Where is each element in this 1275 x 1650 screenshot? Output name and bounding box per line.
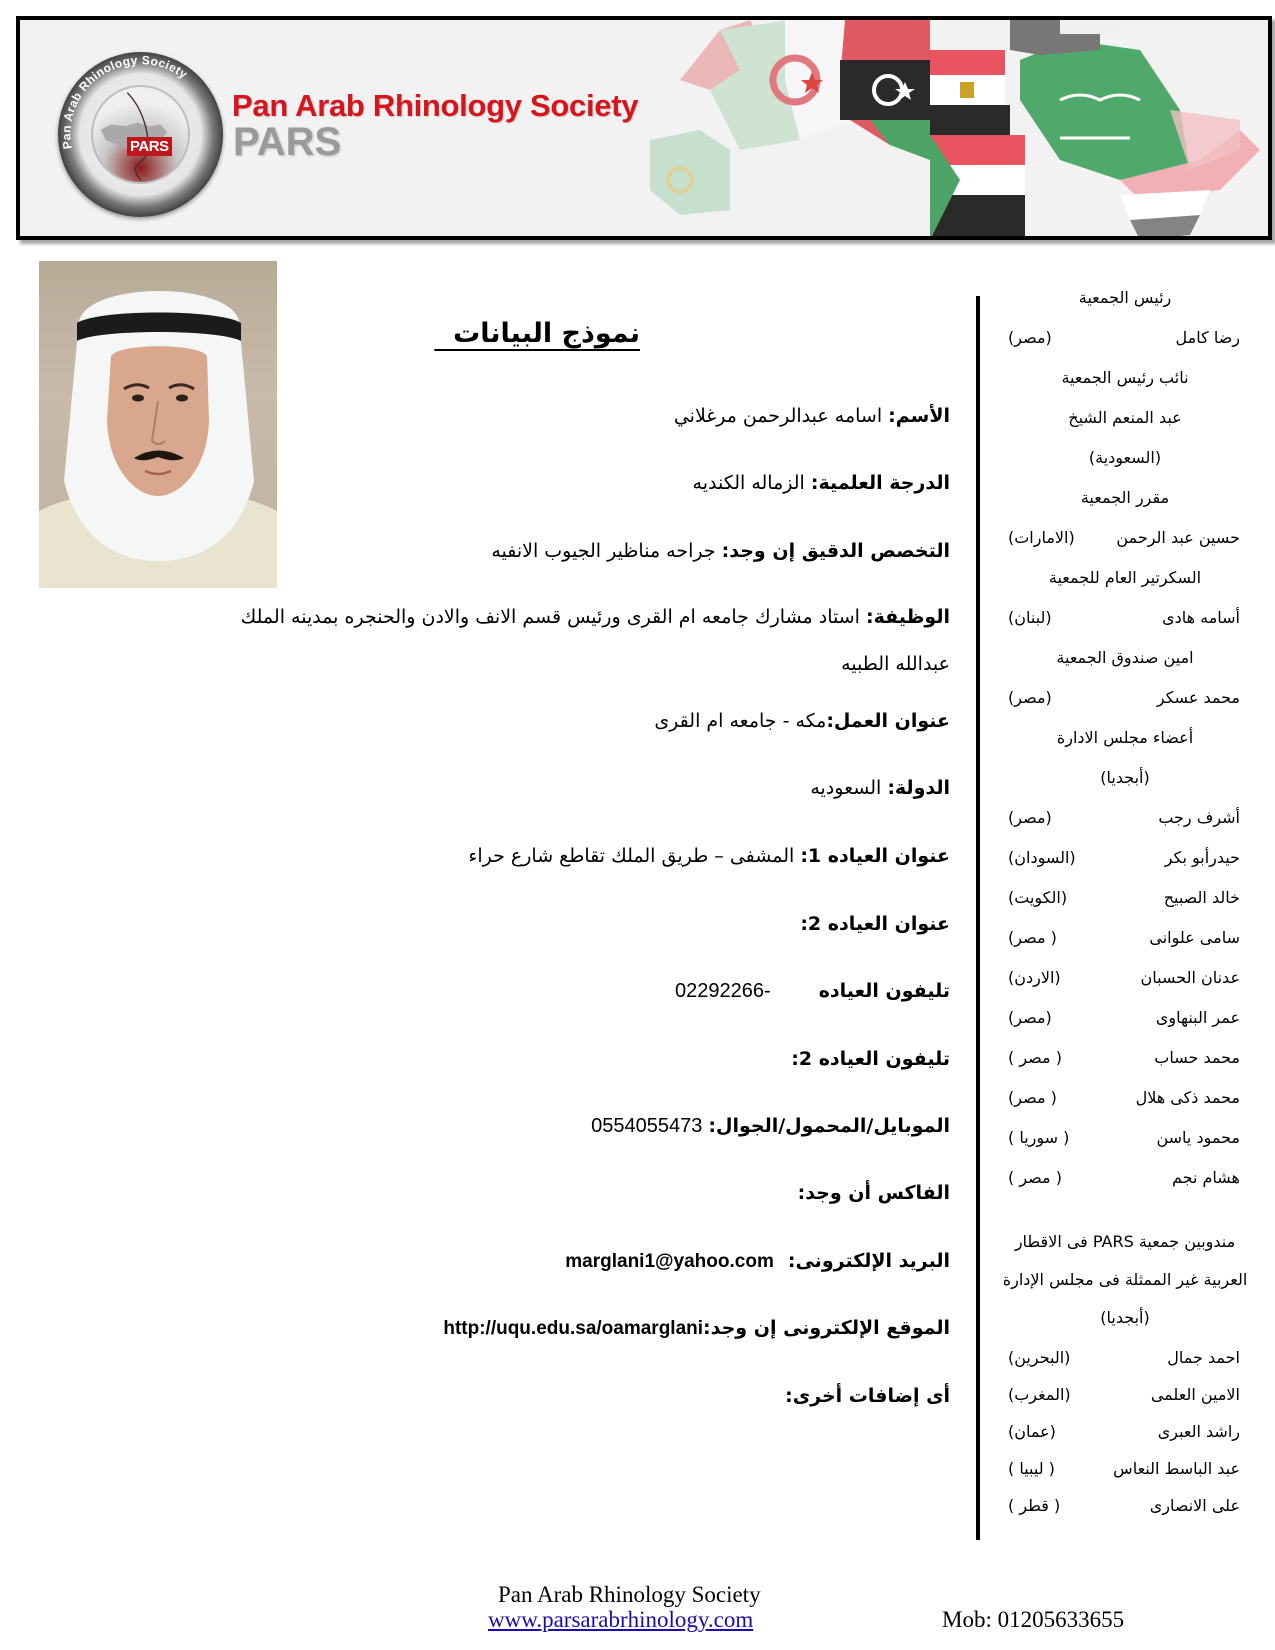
board-member-row xyxy=(990,1008,1260,1027)
person-name: أسامه هادى xyxy=(1162,608,1240,627)
field-degree xyxy=(693,472,950,494)
person-country: ( مصر) xyxy=(1008,928,1057,947)
column-divider xyxy=(976,296,980,1540)
treasurer-title: امين صندوق الجمعية xyxy=(1056,648,1194,667)
field-website xyxy=(443,1317,950,1340)
field-label: الدرجة العلمية: xyxy=(810,472,950,494)
field-label: عنوان العياده 2: xyxy=(800,913,950,935)
arab-flags-map xyxy=(640,20,1272,240)
delegates-title-line-2: العربية غير الممثلة فى مجلس الإدارة xyxy=(1002,1270,1248,1289)
field-label: تليفون العياده 2: xyxy=(791,1048,950,1070)
person-name: احمد جمال xyxy=(1167,1348,1240,1367)
field-label: التخصص الدقيق إن وجد: xyxy=(721,540,950,562)
field-value: المشفى – طريق الملك تقاطع شارع حراء xyxy=(468,845,801,867)
person-name: محمود ياسن xyxy=(1156,1128,1240,1147)
website-link[interactable]: http://uqu.edu.sa/oamarglani xyxy=(443,1318,704,1339)
person-name: حيدرأبو بكر xyxy=(1164,848,1240,867)
field-clinic-phone-2 xyxy=(791,1048,950,1070)
person-country: (مصر) xyxy=(1008,1008,1052,1027)
logo-pars-badge: PARS xyxy=(127,137,172,156)
person-name: محمد ذكى هلال xyxy=(1135,1088,1240,1107)
delegates-title-line-1: مندوبين جمعية PARS فى الاقطار xyxy=(1014,1232,1236,1251)
person-name: عمر البنهاوى xyxy=(1155,1008,1240,1027)
person-name: خالد الصبيح xyxy=(1163,888,1240,907)
person-country: (السودان) xyxy=(1008,848,1076,867)
board-member-row xyxy=(990,1048,1260,1067)
person-name: هشام نجم xyxy=(1171,1168,1240,1187)
logo-ring-label: Pan Arab Rhinology Society xyxy=(59,53,191,151)
person-country: (الامارات) xyxy=(1008,528,1075,547)
board-member-row xyxy=(990,888,1260,907)
person-country: (الكويت) xyxy=(1008,888,1068,907)
footer-website-link[interactable]: www.parsarabrhinology.com xyxy=(488,1607,754,1632)
delegate-row xyxy=(990,1422,1260,1441)
vice-president-title: نائب رئيس الجمعية xyxy=(1061,368,1189,387)
header-banner xyxy=(16,16,1272,240)
secretary-row xyxy=(990,608,1260,627)
person-country: (عمان) xyxy=(1008,1422,1056,1441)
logo-ring-text xyxy=(58,52,223,217)
person-name: عبد الباسط النعاس xyxy=(1113,1459,1240,1478)
board-member-row xyxy=(990,968,1260,987)
board-member-row xyxy=(990,848,1260,867)
person-country: ( ليبيا ) xyxy=(1008,1459,1055,1478)
form-title: نموذج البيانات xyxy=(434,318,640,349)
person-name: راشد العبرى xyxy=(1157,1422,1240,1441)
president-row xyxy=(990,328,1260,347)
person-country: (المغرب) xyxy=(1008,1385,1071,1404)
delegate-row xyxy=(990,1459,1260,1478)
field-label: الفاكس أن وجد: xyxy=(797,1182,950,1204)
field-label: البريد الإلكترونى: xyxy=(787,1250,950,1272)
person-country: (مصر) xyxy=(1008,808,1052,827)
person-name: عدنان الحسبان xyxy=(1140,968,1240,987)
board-member-row xyxy=(990,1088,1260,1107)
person-country: (الاردن) xyxy=(1008,968,1061,987)
svg-text:Pan Arab Rhinology Society xyxy=(59,53,190,150)
delegates-order-note: (أبجديا) xyxy=(1100,1308,1150,1327)
field-subspecialty xyxy=(491,540,950,562)
delegate-row xyxy=(990,1496,1260,1515)
person-name: رضا كامل xyxy=(1175,328,1240,347)
portrait-image xyxy=(39,261,277,588)
person-name: سامى علوانى xyxy=(1149,928,1240,947)
board-member-row xyxy=(990,928,1260,947)
person-country: (مصر) xyxy=(1008,688,1052,707)
board-member-row xyxy=(990,1128,1260,1147)
member-photo xyxy=(39,261,277,588)
person-name: الامين العلمى xyxy=(1150,1385,1240,1404)
field-clinic-address-2 xyxy=(800,913,950,935)
field-value: 02292266- xyxy=(675,980,771,1002)
email-link[interactable]: marglani1@yahoo.com xyxy=(565,1251,774,1272)
field-label: أى إضافات أخرى: xyxy=(785,1385,950,1407)
board-title: أعضاء مجلس الادارة xyxy=(1056,728,1194,747)
footer-mobile: Mob: 01205633655 xyxy=(942,1607,1125,1632)
field-value: مكه - جامعه ام القرى xyxy=(654,710,827,732)
rapporteur-title: مقرر الجمعية xyxy=(1080,488,1170,507)
footer-organization: Pan Arab Rhinology Society xyxy=(498,1582,761,1607)
field-value: جراحه مناظير الجيوب الانفيه xyxy=(491,540,722,562)
person-country: ( قطر ) xyxy=(1008,1496,1061,1515)
rapporteur-row xyxy=(990,528,1260,547)
field-label: الموقع الإلكترونى إن وجد: xyxy=(703,1317,950,1339)
field-label: الوظيفة: xyxy=(865,606,950,628)
field-label: عنوان العياده 1: xyxy=(800,845,950,867)
vice-president-name: عبد المنعم الشيخ xyxy=(1068,408,1182,427)
person-country: (مصر) xyxy=(1008,328,1052,347)
field-name xyxy=(674,405,950,427)
field-country xyxy=(810,777,950,799)
field-value: اسامه عبدالرحمن مرغلاني xyxy=(673,405,889,427)
board-member-row xyxy=(990,808,1260,827)
treasurer-row xyxy=(990,688,1260,707)
pars-logo xyxy=(58,52,223,217)
field-fax xyxy=(798,1182,950,1204)
board-member-row xyxy=(990,1168,1260,1187)
person-country: (البحرين) xyxy=(1008,1348,1071,1367)
person-name: أشرف رجب xyxy=(1158,808,1240,827)
delegate-row xyxy=(990,1348,1260,1367)
board-order-note: (أبجديا) xyxy=(1100,768,1150,787)
field-value: السعوديه xyxy=(810,777,888,799)
field-mobile xyxy=(591,1115,950,1138)
person-country: (لبنان) xyxy=(1008,608,1052,627)
field-work-address xyxy=(654,710,950,732)
field-label: عنوان العمل: xyxy=(826,710,950,732)
field-value: استاد مشارك جامعه ام القرى ورئيس قسم الانف والادن والحنجره بمدينه الملك عبدالله الطبيه xyxy=(240,606,950,675)
person-country: ( مصر) xyxy=(1008,1088,1057,1107)
delegate-row xyxy=(990,1385,1260,1404)
vice-president-country: (السعودية) xyxy=(1088,448,1162,467)
field-value: الزماله الكنديه xyxy=(692,472,811,494)
field-clinic-address-1 xyxy=(468,845,950,867)
person-name: محمد حساب xyxy=(1154,1048,1240,1067)
field-email xyxy=(565,1250,950,1273)
egypt-eagle-icon xyxy=(960,82,974,98)
banner-subtitle: PARS xyxy=(233,120,342,164)
field-clinic-phone xyxy=(675,980,950,1003)
person-name: على الانصارى xyxy=(1149,1496,1240,1515)
person-country: ( سوريا ) xyxy=(1008,1128,1070,1147)
field-label: الموبايل/المحمول/الجوال: xyxy=(708,1115,950,1137)
field-job xyxy=(190,594,950,688)
field-value: 0554055473 xyxy=(591,1115,703,1137)
person-name: حسين عبد الرحمن xyxy=(1116,528,1240,547)
banner-title: Pan Arab Rhinology Society xyxy=(232,88,639,123)
person-country: ( مصر ) xyxy=(1008,1168,1062,1187)
field-label: الأسم: xyxy=(888,405,950,427)
field-label: تليفون العياده xyxy=(818,980,950,1002)
person-name: محمد عسكر xyxy=(1156,688,1240,707)
secretary-title: السكرتير العام للجمعية xyxy=(1048,568,1202,587)
person-country: ( مصر ) xyxy=(1008,1048,1062,1067)
field-label: الدولة: xyxy=(887,777,950,799)
field-other-additions xyxy=(785,1385,950,1407)
president-title: رئيس الجمعية xyxy=(1078,288,1172,307)
